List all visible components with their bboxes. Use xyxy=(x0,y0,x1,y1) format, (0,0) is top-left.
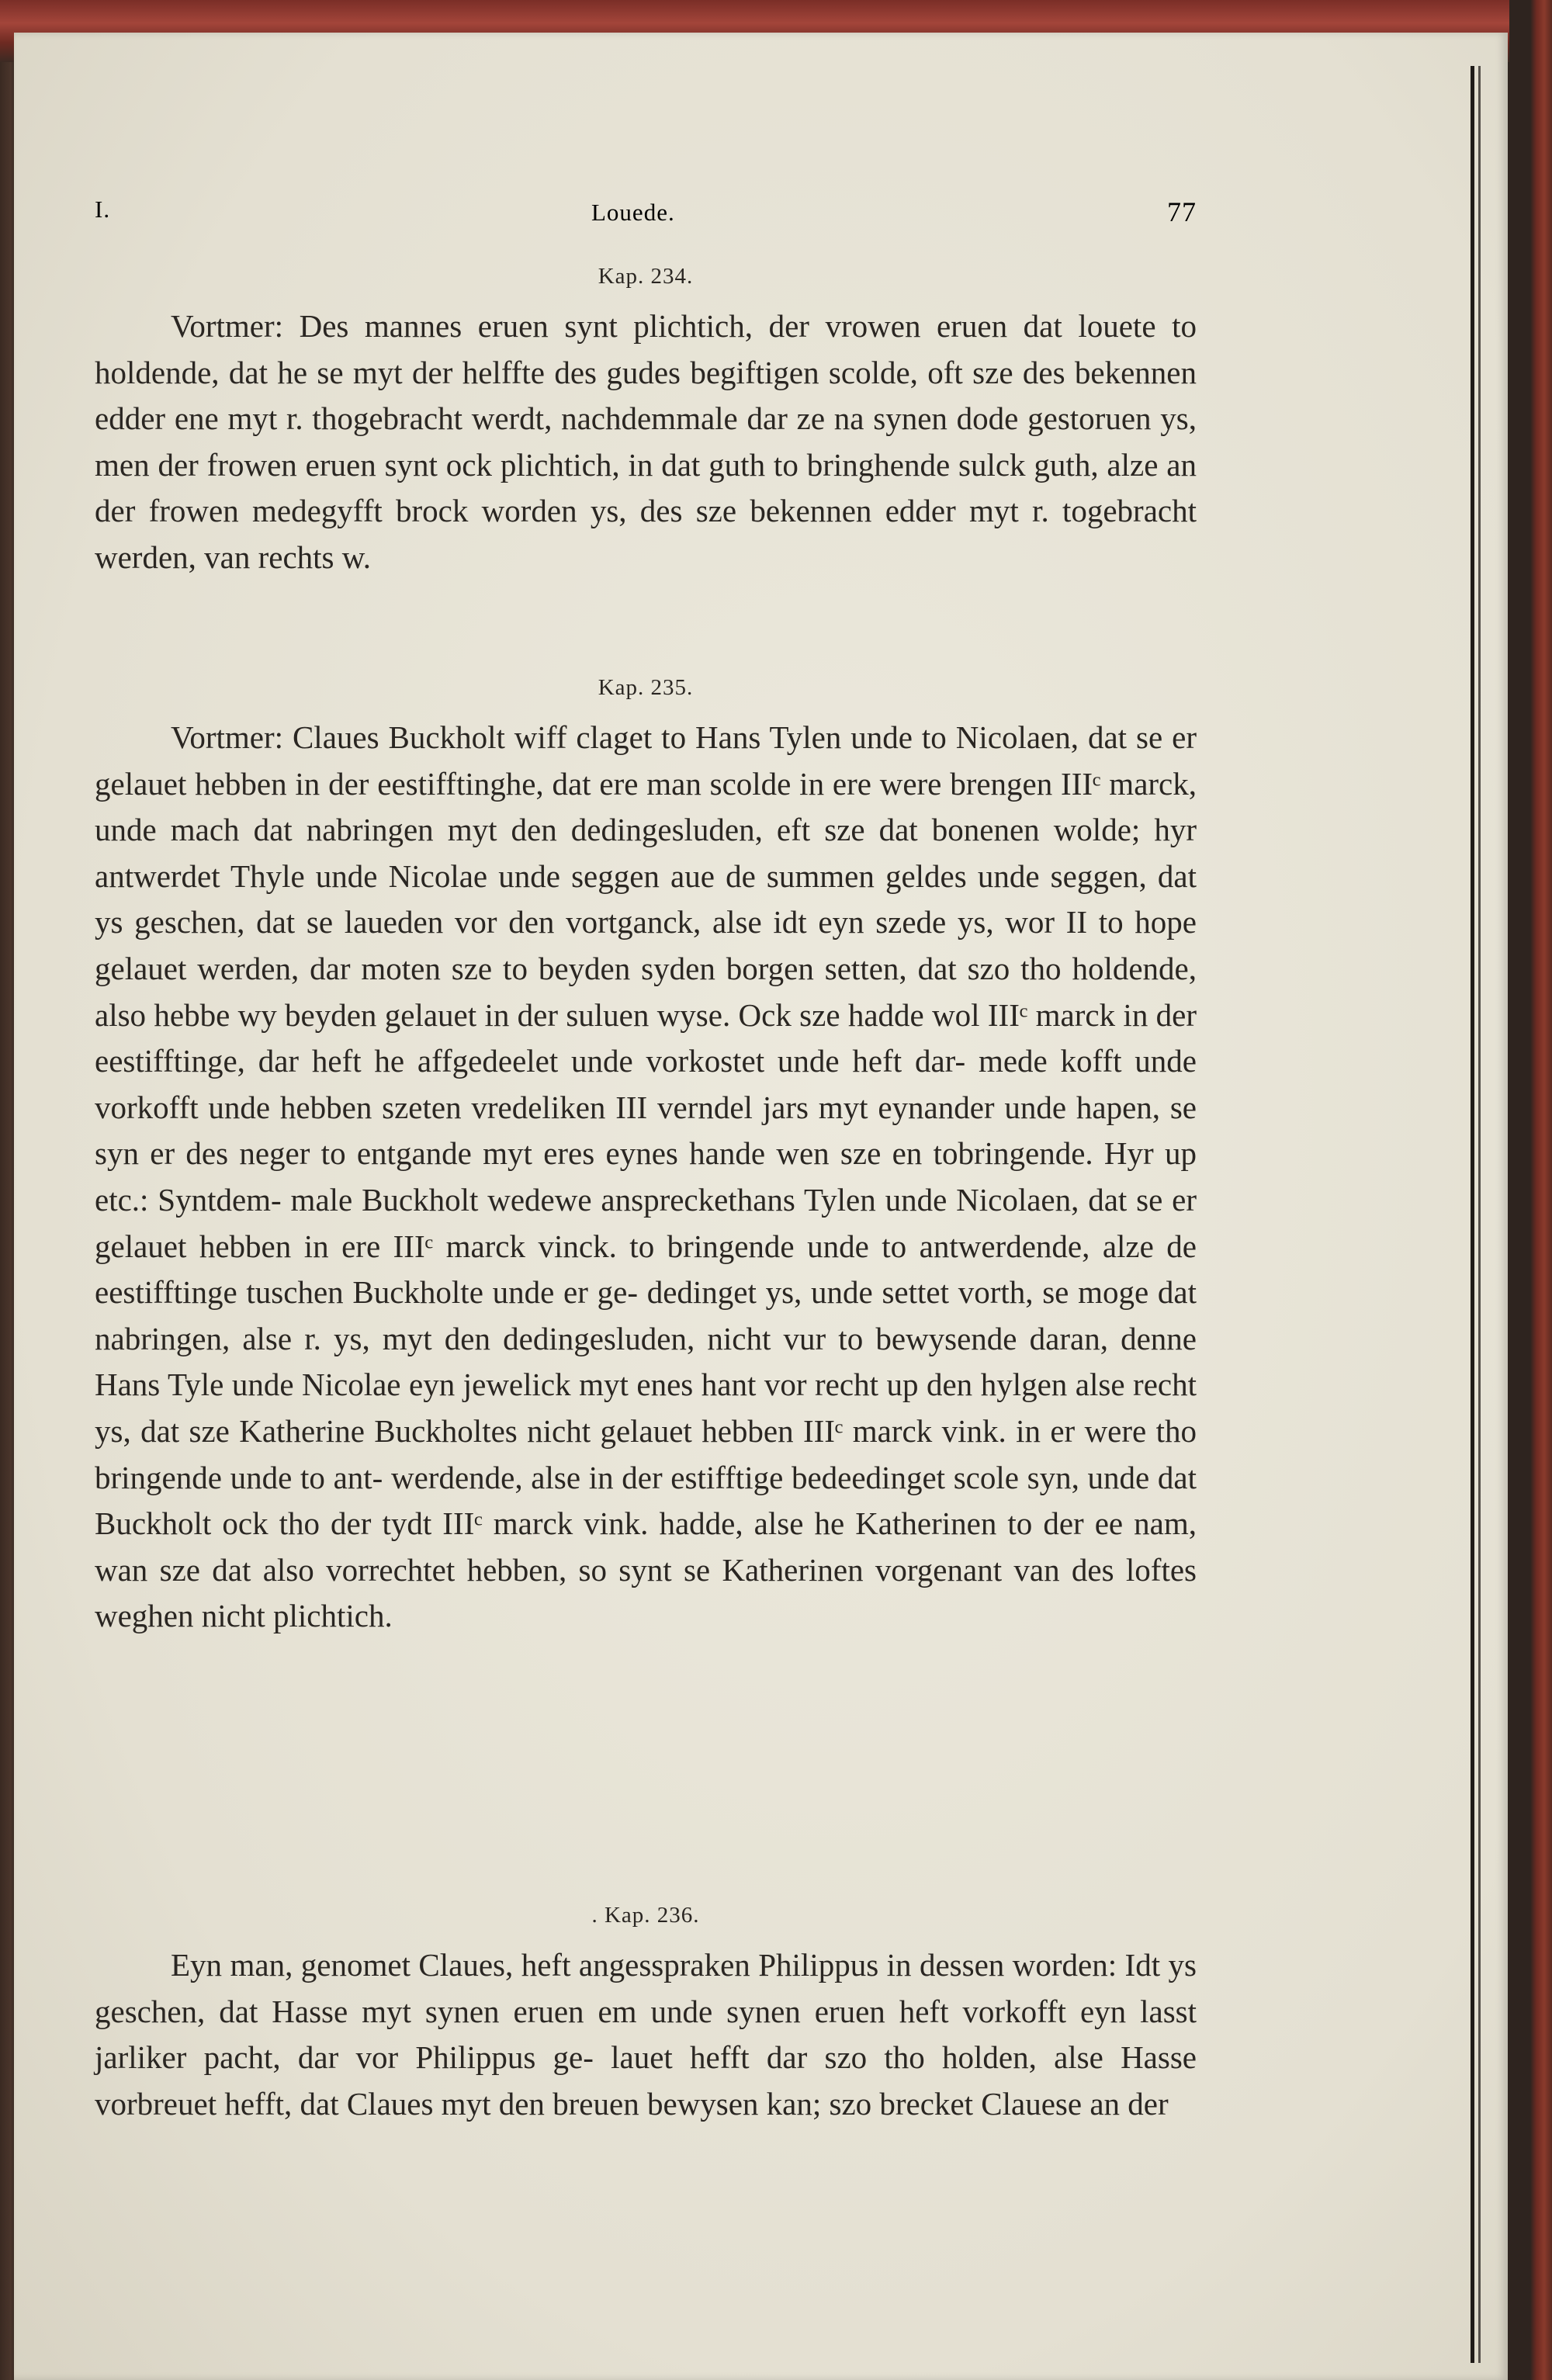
page-edge-shadow xyxy=(1471,66,1474,2363)
chapter-heading: Kap. 234. xyxy=(598,264,694,289)
running-head xyxy=(95,196,1197,234)
page-number: 77 xyxy=(1167,196,1197,227)
chapter-text: Vortmer: Des mannes eruen synt plichtich, der vrowen eruen dat louete to holdende, dat he se myt der helffte des gudes begiftigen scolde, oft sze des bekennen edder ene myt r. thogebracht werdt, nachdemmale dar ze na synen dode gestoruen ys, men der frowen eruen synt ock plichtich, in dat guth to bringhende sulck guth, alze an der frowen medegyfft brock worden ys, des sze bekennen edder myt r. togebracht werden, van rechts w. xyxy=(95,308,1197,575)
running-title: Louede. xyxy=(591,199,675,226)
chapter-heading: . Kap. 236. xyxy=(591,1903,700,1928)
chapter-heading: Kap. 235. xyxy=(598,675,694,700)
chapter-text: Vortmer: Claues Buckholt wiff claget to Hans Tylen unde to Nicolaen, dat se er gelauet hebben in der eestifftinghe, dat ere man scolde in ere were brengen IIIᶜ marck, unde mach dat nabringen myt den dedingesluden, eft sze dat bonenen wolde; hyr antwerdet Thyle unde Nicolae unde seggen aue de summen geldes unde seggen, dat ys geschen, dat se laueden vor den vortganck, alse idt eyn szede ys, wor II to hope gelauet werden, dar moten sze to beyden syden borgen setten, dat szo tho holdende, also hebbe wy beyden gelauet in der suluen wyse. Ock sze hadde wol IIIᶜ marck in der eestifftinge, dar heft he affgedeelet unde vorkostet unde heft dar- mede kofft unde vorkofft unde hebben szeten vredeliken III verndel jars myt eynander unde hapen, se syn er des neger to entgande myt eres eynes hande wen sze en tobringende. Hyr up etc.: Syntdem- male Buckholt wedewe anspreckethans Tylen unde Nicolaen, dat se er gelauet hebben in ere IIIᶜ marck vinck. to bringende unde to antwerdende, alze de eestifftinge tuschen Buckholte unde er ge- dedinget ys, unde settet vorth, se moge dat nabringen, alse r. ys, myt den dedingesluden, nicht vur to bewysende daran, denne Hans Tyle unde Nicolae eyn jewelick myt enes hant vor recht up den hylgen alse recht ys, dat sze Katherine Buckholtes nicht gelauet hebben IIIᶜ marck vink. in er were tho bringende unde to ant- werdende, alse in der estifftige bedeedinget scole syn, unde dat Buckholt ock tho der tydt IIIᶜ marck vink. hadde, alse he Katherinen to der ee nam, wan sze dat also vorrechtet hebben, so synt se Katherinen vorgenant van des loftes weghen nicht plichtich. xyxy=(95,719,1197,1634)
page-edge-line xyxy=(1478,66,1481,2363)
section-234 xyxy=(95,264,1197,581)
chapter-text: Eyn man, genomet Claues, heft angesspraken Philippus in dessen worden: Idt ys geschen, dat Hasse myt synen eruen em unde synen eruen heft vorkofft eyn lasst jarliker pacht, dar vor Philippus ge- lauet hefft dar szo tho holden, alse Hasse vorbreuet hefft, dat Claues myt den breuen bewysen kan; szo brecket Clauese an der xyxy=(95,1947,1197,2122)
section-236 xyxy=(95,1903,1197,2127)
section-numeral: I. xyxy=(95,196,111,223)
section-235 xyxy=(95,675,1197,1640)
